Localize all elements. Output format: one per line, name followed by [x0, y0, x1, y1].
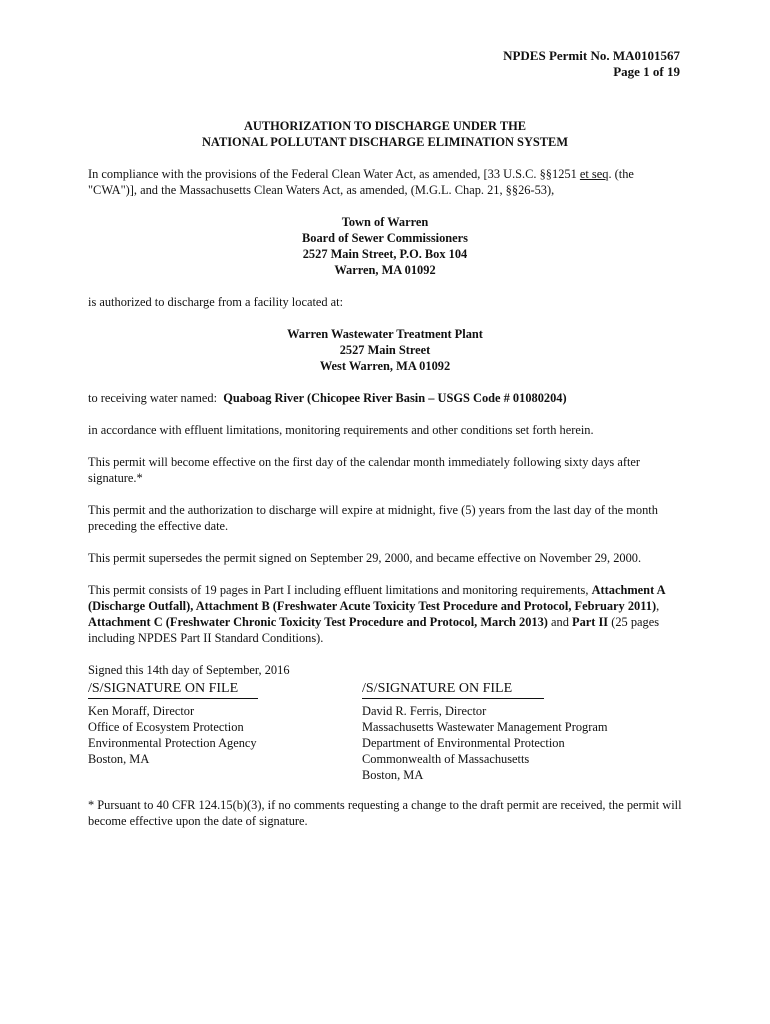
permittee-line-4: Warren, MA 01092 [334, 263, 436, 277]
compliance-part-2: . (the "CWA")], and the Massachusetts Clean Waters Act, as amended, (M.G.L. Chap. 21, §§26-53), [88, 167, 634, 197]
consists-part-1: This permit consists of 19 pages in Part I including effluent limitations and monitoring requirements, [88, 583, 592, 597]
title-line-2: NATIONAL POLLUTANT DISCHARGE ELIMINATION SYSTEM [201, 135, 569, 149]
permittee-line-3: 2527 Main Street, P.O. Box 104 [302, 247, 468, 261]
document-body [88, 118, 682, 845]
signer-left-name: Ken Moraff, Director [88, 704, 195, 718]
permittee-line-2: Board of Sewer Commissioners [302, 231, 468, 245]
consists-and: and [547, 615, 572, 629]
receiving-water-paragraph [88, 390, 682, 406]
accordance-paragraph: in accordance with effluent limitations, monitoring requirements and other conditions set forth herein. [88, 423, 594, 437]
signer-right-name: David R. Ferris, Director [362, 704, 487, 718]
facility-block [88, 326, 682, 374]
signature-area [88, 680, 682, 783]
consists-paragraph [88, 582, 682, 646]
part-ii: Part II [572, 615, 609, 629]
consists-comma: , [656, 599, 660, 613]
signer-left-location: Boston, MA [88, 752, 150, 766]
consists-part-2: (25 pages including NPDES Part II Standard Conditions). [88, 615, 660, 645]
facility-line-3: West Warren, MA 01092 [319, 359, 451, 373]
et-seq: et seq [579, 167, 609, 181]
facility-line-2: 2527 Main Street [339, 343, 431, 357]
effective-paragraph: This permit will become effective on the first day of the calendar month immediately following sixty days after signature.* [88, 455, 641, 485]
signer-left-office: Office of Ecosystem Protection [88, 720, 244, 734]
authorized-paragraph: is authorized to discharge from a facility located at: [88, 295, 344, 309]
attachments-a-b: Attachment A (Discharge Outfall), Attachment B (Freshwater Acute Toxicity Test Procedure and Protocol, February 2011) [88, 583, 665, 613]
footnote: * Pursuant to 40 CFR 124.15(b)(3), if no comments requesting a change to the draft permit are received, the permit will become effective upon the date of signature. [88, 798, 682, 828]
signer-right-location: Boston, MA [362, 768, 424, 782]
signer-right-department: Department of Environmental Protection [362, 736, 565, 750]
document-title [88, 118, 682, 150]
page-header [503, 48, 680, 80]
page-number: Page 1 of 19 [613, 64, 680, 79]
facility-line-1: Warren Wastewater Treatment Plant [287, 327, 483, 341]
signature-left [88, 680, 362, 783]
receiving-water-name: Quaboag River (Chicopee River Basin – USGS Code # 01080204) [223, 391, 567, 405]
signature-right [362, 680, 672, 783]
signer-right-program: Massachusetts Wastewater Management Program [362, 720, 608, 734]
compliance-part-1: In compliance with the provisions of the Federal Clean Water Act, as amended, [33 U.S.C. §§1251 [88, 167, 580, 181]
expiration-paragraph: This permit and the authorization to discharge will expire at midnight, five (5) years from the last day of the month preceding the effective date. [88, 503, 658, 533]
permittee-block [88, 214, 682, 278]
permit-number: NPDES Permit No. MA0101567 [503, 48, 680, 63]
signer-left-agency: Environmental Protection Agency [88, 736, 257, 750]
supersedes-paragraph: This permit supersedes the permit signed on September 29, 2000, and became effective on November 29, 2000. [88, 551, 642, 565]
signature-left-line: /S/SIGNATURE ON FILE [88, 680, 258, 699]
compliance-paragraph [88, 166, 682, 198]
permittee-line-1: Town of Warren [341, 215, 429, 229]
receiving-prefix: to receiving water named: [88, 391, 224, 405]
signature-right-line: /S/SIGNATURE ON FILE [362, 680, 544, 699]
title-line-1: AUTHORIZATION TO DISCHARGE UNDER THE [243, 119, 527, 133]
signer-right-commonwealth: Commonwealth of Massachusetts [362, 752, 530, 766]
signed-date-paragraph: Signed this 14th day of September, 2016 [88, 663, 290, 677]
attachment-c: Attachment C (Freshwater Chronic Toxicity Test Procedure and Protocol, March 2013) [88, 615, 548, 629]
